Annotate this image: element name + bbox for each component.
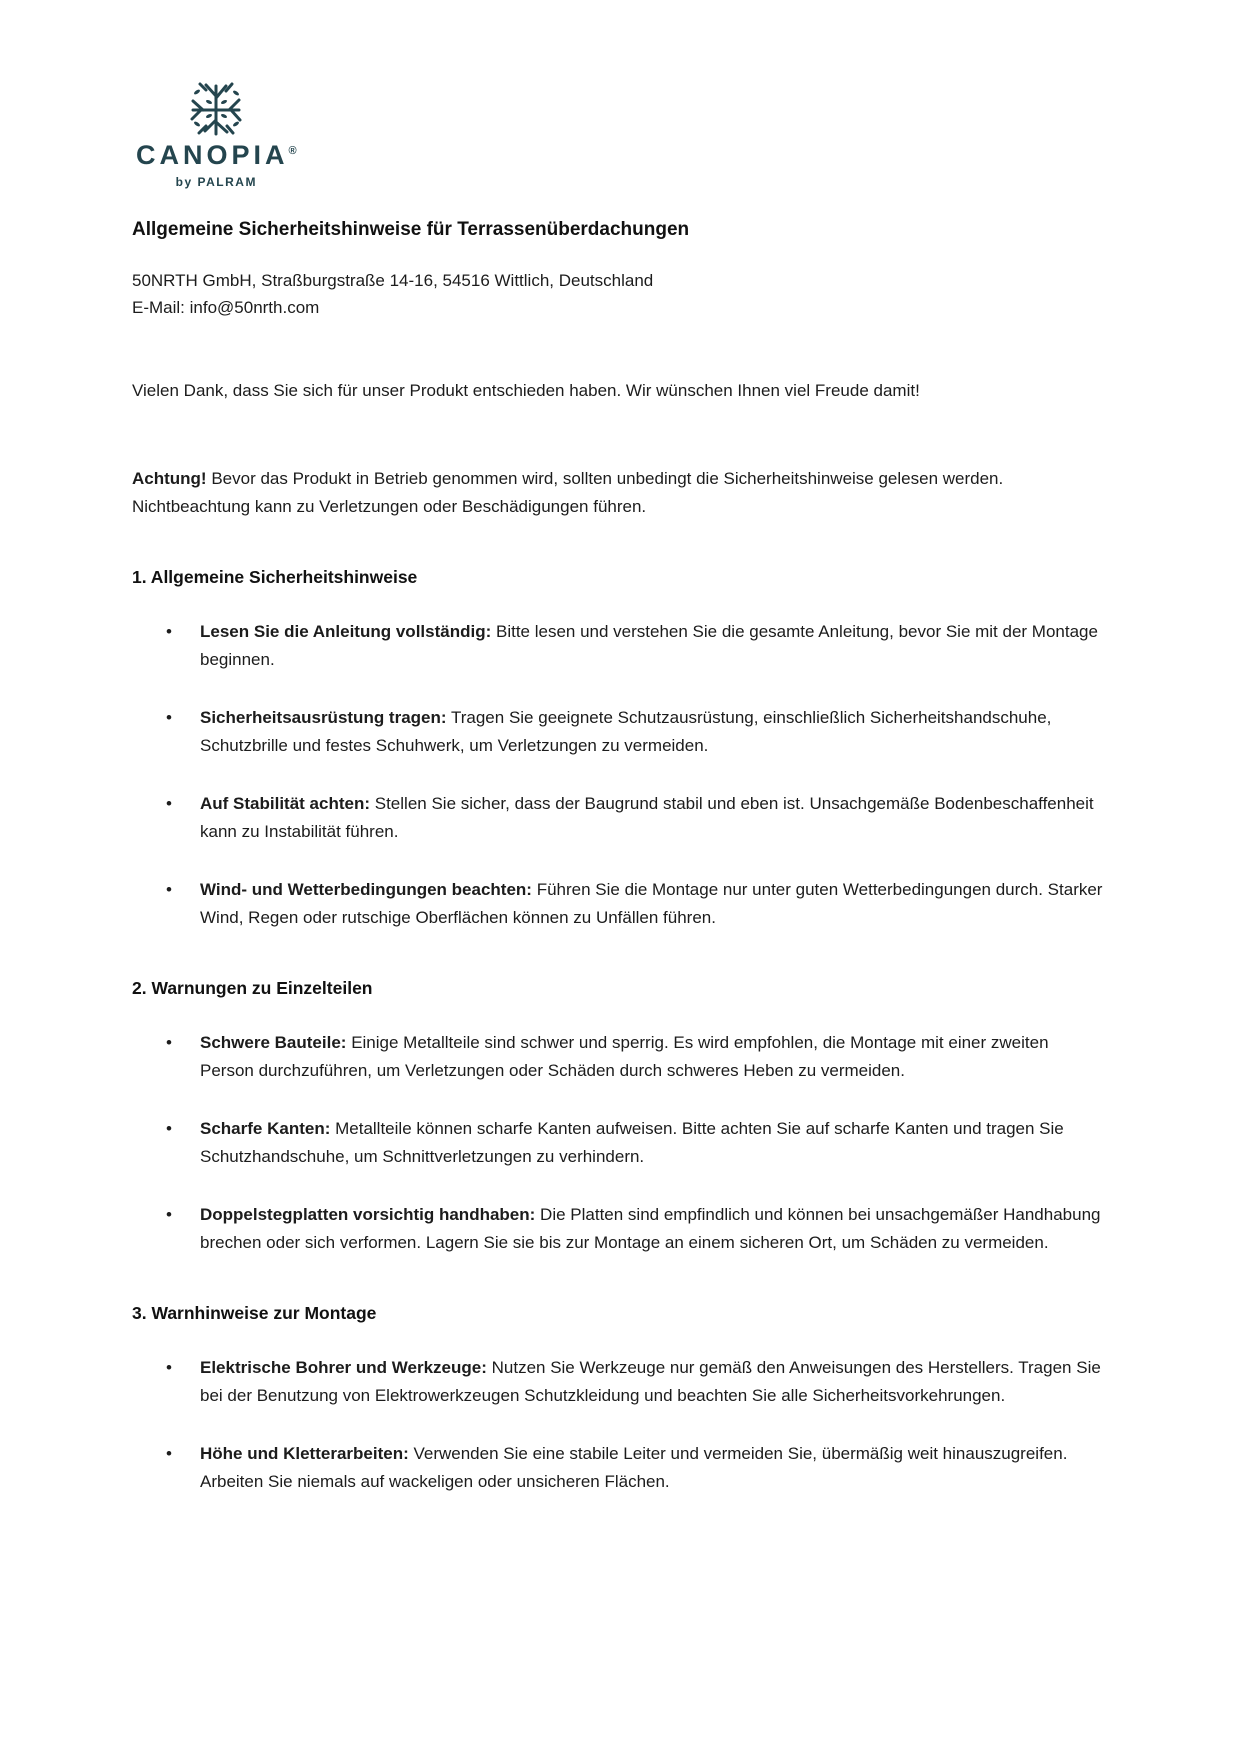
- section-2-bullet-list: [132, 1029, 1106, 1257]
- section-heading-1: 1. Allgemeine Sicherheitshinweise: [132, 567, 418, 587]
- warning-paragraph: [132, 465, 1106, 521]
- page-title: Allgemeine Sicherheitshinweise für Terrassenüberdachungen: [132, 219, 690, 240]
- bullet-icon: •: [166, 1358, 172, 1377]
- section-3-bullet-list: [132, 1354, 1106, 1496]
- bullet-icon: •: [166, 622, 172, 641]
- bullet-label: Höhe und Kletterarbeiten:: [200, 1444, 409, 1463]
- section-heading-2: 2. Warnungen zu Einzelteilen: [132, 978, 373, 998]
- list-item: [132, 876, 1106, 932]
- list-item: [132, 1440, 1106, 1496]
- canopia-logo: [136, 76, 297, 189]
- bullet-text: Führen Sie die Montage nur unter guten Wetterbedingungen durch. Starker Wind, Regen oder rutschige Oberflächen können zu Unfällen führen.: [200, 880, 1103, 927]
- warning-text: Bevor das Produkt in Betrieb genommen wird, sollten unbedingt die Sicherheitshinweise gelesen werden. Nichtbeachtung kann zu Verletzungen oder Beschädigungen führen.: [132, 469, 1004, 516]
- bullet-text: Bitte lesen und verstehen Sie die gesamte Anleitung, bevor Sie mit der Montage beginnen.: [200, 622, 1098, 669]
- list-item: [132, 1354, 1106, 1410]
- list-item: [132, 790, 1106, 846]
- logo-tagline: by PALRAM: [175, 175, 257, 189]
- list-item: [132, 618, 1106, 674]
- list-item: [132, 1115, 1106, 1171]
- registered-mark: ®: [288, 145, 297, 157]
- bullet-icon: •: [166, 880, 172, 899]
- section-1-bullet-list: [132, 618, 1106, 932]
- bullet-label: Schwere Bauteile:: [200, 1033, 347, 1052]
- bullet-text: Einige Metallteile sind schwer und sperrig. Es wird empfohlen, die Montage mit einer zweiten Person durchzuführen, um Verletzungen oder Schäden durch schweres Heben zu vermeiden.: [200, 1033, 1049, 1080]
- company-info: [132, 267, 1106, 321]
- company-address: 50NRTH GmbH, Straßburgstraße 14-16, 54516 Wittlich, Deutschland: [132, 271, 654, 290]
- bullet-label: Elektrische Bohrer und Werkzeuge:: [200, 1358, 487, 1377]
- bullet-label: Sicherheitsausrüstung tragen:: [200, 708, 447, 727]
- bullet-label: Lesen Sie die Anleitung vollständig:: [200, 622, 492, 641]
- bullet-label: Auf Stabilität achten:: [200, 794, 371, 813]
- bullet-label: Doppelstegplatten vorsichtig handhaben:: [200, 1205, 536, 1224]
- list-item: [132, 1201, 1106, 1257]
- canopia-tree-icon: [181, 76, 251, 140]
- section-heading-3: 3. Warnhinweise zur Montage: [132, 1303, 377, 1323]
- logo-brand-text: CANOPIA®: [136, 140, 297, 170]
- bullet-text: Nutzen Sie Werkzeuge nur gemäß den Anweisungen des Herstellers. Tragen Sie bei der Benutzung von Elektrowerkzeugen Schutzkleidung und beachten Sie alle Sicherheitsvorkehrungen.: [200, 1358, 1101, 1405]
- bullet-label: Scharfe Kanten:: [200, 1119, 331, 1138]
- bullet-icon: •: [166, 794, 172, 813]
- bullet-text: Metallteile können scharfe Kanten aufweisen. Bitte achten Sie auf scharfe Kanten und tragen Sie Schutzhandschuhe, um Schnittverletzungen zu verhindern.: [200, 1119, 1064, 1166]
- bullet-icon: •: [166, 1444, 172, 1463]
- bullet-text: Stellen Sie sicher, dass der Baugrund stabil und eben ist. Unsachgemäße Bodenbeschaffenheit kann zu Instabilität führen.: [200, 794, 1094, 841]
- intro-paragraph: Vielen Dank, dass Sie sich für unser Produkt entschieden haben. Wir wünschen Ihnen viel Freude damit!: [132, 381, 920, 400]
- company-email: E-Mail: info@50nrth.com: [132, 298, 320, 317]
- bullet-icon: •: [166, 1119, 172, 1138]
- bullet-icon: •: [166, 1205, 172, 1224]
- bullet-icon: •: [166, 1033, 172, 1052]
- bullet-text: Verwenden Sie eine stabile Leiter und vermeiden Sie, übermäßig weit hinauszugreifen. Arbeiten Sie niemals auf wackeligen oder unsicheren Flächen.: [200, 1444, 1068, 1491]
- list-item: [132, 704, 1106, 760]
- warning-label: Achtung!: [132, 469, 207, 488]
- bullet-icon: •: [166, 708, 172, 727]
- bullet-label: Wind- und Wetterbedingungen beachten:: [200, 880, 532, 899]
- bullet-text: Die Platten sind empfindlich und können bei unsachgemäßer Handhabung brechen oder sich verformen. Lagern Sie sie bis zur Montage an einem sicheren Ort, um Schäden zu vermeiden.: [200, 1205, 1101, 1252]
- bullet-text: Tragen Sie geeignete Schutzausrüstung, einschließlich Sicherheitshandschuhe, Schutzbrille und festes Schuhwerk, um Verletzungen zu vermeiden.: [200, 708, 1052, 755]
- list-item: [132, 1029, 1106, 1085]
